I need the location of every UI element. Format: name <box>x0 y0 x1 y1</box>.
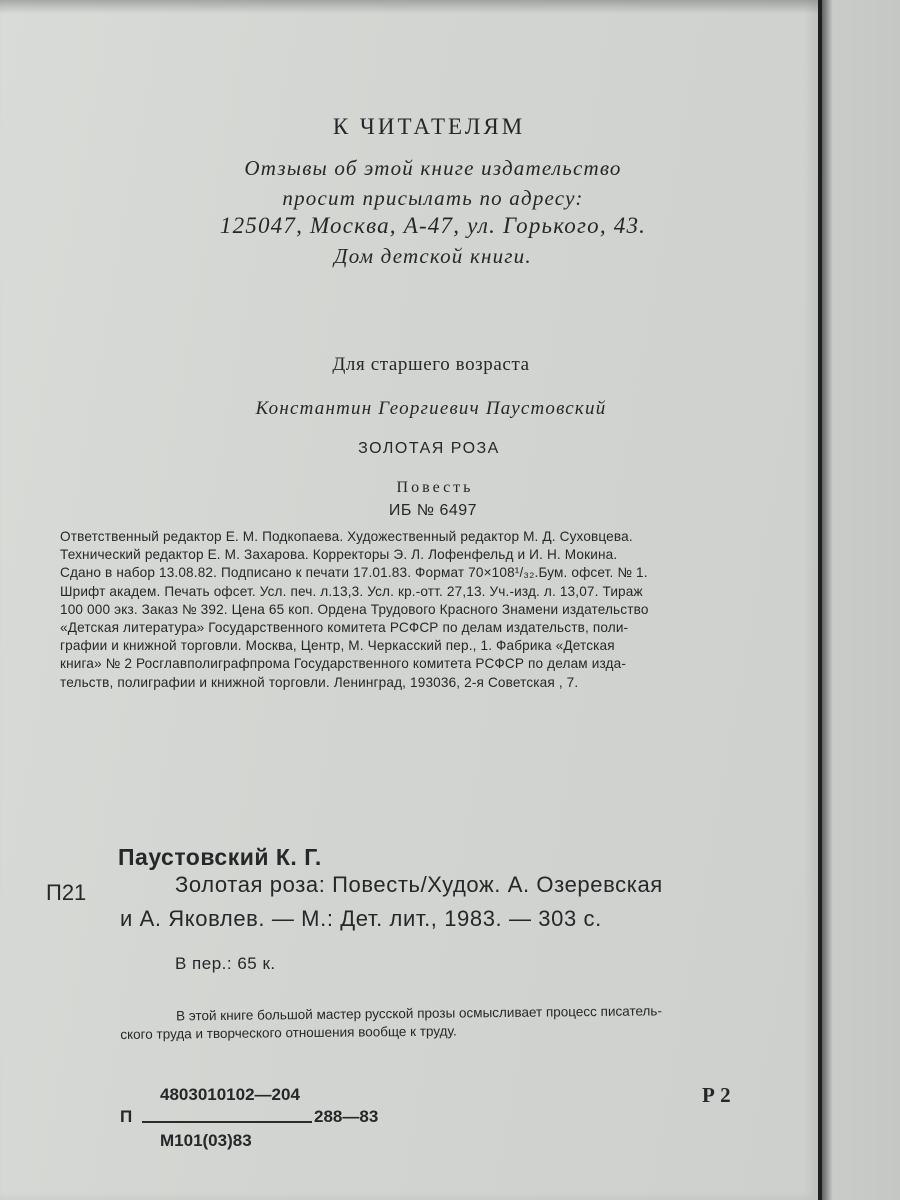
imprint-line: 100 000 экз. Заказ № 392. Цена 65 коп. Ордена Трудового Красного Знамени издательство <box>60 601 649 617</box>
annotation-line: ского труда и творческого отношения вообще к труду. <box>120 1023 457 1042</box>
catalog-publication-line: и А. Яковлев. — М.: Дет. лит., 1983. — 303 с. <box>120 906 602 931</box>
age-group: Для старшего возраста <box>332 354 530 375</box>
author-full-name: Константин Георгиевич Паустовский <box>255 398 607 419</box>
imprint-line: Технический редактор Е. М. Захарова. Корректоры Э. Л. Лофенфельд и И. Н. Мокина. <box>60 547 618 563</box>
imprint-line: Шрифт академ. Печать офсет. Усл. печ. л.13,3. Усл. кр.-отт. 27,13. Уч.-изд. л. 13,07. Тираж <box>60 583 643 599</box>
imprint-line: Сдано в набор 13.08.82. Подписано к печати 17.01.83. Формат 70×108¹/₃₂.Бум. офсет. № 1. <box>60 565 648 581</box>
bib-code-top: 4803010102—204 <box>160 1085 300 1104</box>
catalog-annotation <box>120 1002 662 1044</box>
bib-code-bottom: М101(03)83 <box>160 1131 252 1150</box>
bib-code-suffix: 288—83 <box>314 1107 379 1126</box>
catalog-title-line: Золотая роза: Повесть/Худож. А. Озеревская <box>175 872 663 897</box>
catalog-code: П21 <box>46 880 87 905</box>
classification-code: Р 2 <box>702 1083 731 1107</box>
adjacent-page-edge <box>818 0 900 1200</box>
imprint-line: Ответственный редактор Е. М. Подкопаева. Художественный редактор М. Д. Суховцева. <box>60 529 633 544</box>
bib-fraction-rule <box>142 1121 312 1123</box>
imprint-line: графии и книжной торговли. Москва, Центр, М. Черкасский пер., 1. Фабрика «Детская <box>60 638 615 654</box>
imprint-line: «Детская литература» Государственного комитета РСФСР по делам издательств, поли- <box>60 620 629 636</box>
catalog-author: Паустовский К. Г. <box>118 844 322 870</box>
reader-notice-line-4: Дом детской книги. <box>334 244 532 268</box>
page-top-shadow <box>0 0 818 14</box>
annotation-line: В этой книге большой мастер русской прозы осмысливает процесс писатель- <box>176 1003 662 1024</box>
imprint-line: тельств, полиграфии и книжной торговли. Ленинград, 193036, 2-я Советская , 7. <box>60 674 579 690</box>
reader-notice-line-2: просит присылать по адресу: <box>282 186 584 210</box>
catalog-price: В пер.: 65 к. <box>175 954 276 973</box>
book-gutter-shadow <box>818 0 822 1200</box>
reader-notice-address: 125047, Москва, А-47, ул. Горького, 43. <box>219 213 647 238</box>
book-genre: Повесть <box>396 479 474 496</box>
reader-notice-heading: К ЧИТАТЕЛЯМ <box>332 114 526 139</box>
ib-number: ИБ № 6497 <box>388 502 478 519</box>
reader-notice-line-1: Отзывы об этой книге издательство <box>244 156 622 180</box>
imprint-line: книга» № 2 Росглавполиграфпрома Государственного комитета РСФСР по делам изда- <box>60 656 627 672</box>
imprint-block <box>60 528 800 692</box>
bib-code-prefix: П <box>120 1107 133 1126</box>
book-title: ЗОЛОТАЯ РОЗА <box>358 440 500 457</box>
